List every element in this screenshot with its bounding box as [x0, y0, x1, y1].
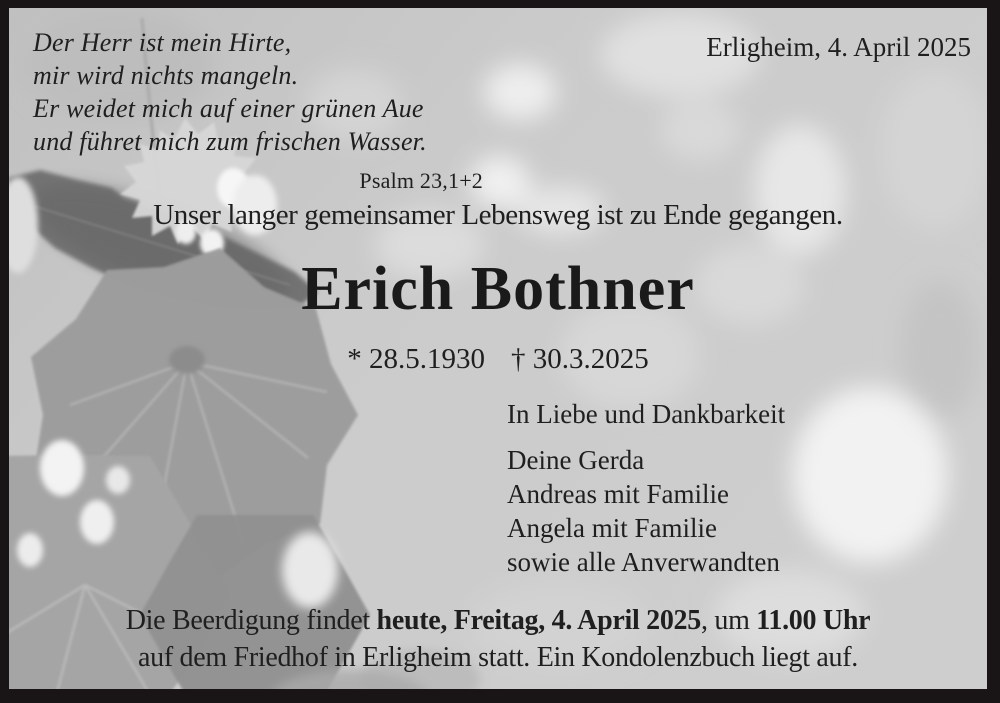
condolence-block: [507, 397, 785, 579]
mourner-line: Angela mit Familie: [507, 513, 717, 543]
psalm-line: mir wird nichts mangeln.: [33, 61, 299, 90]
psalm-source: Psalm 23,1+2: [359, 168, 483, 193]
deceased-name: Erich Bothner: [301, 255, 695, 323]
birth-date: * 28.5.1930: [347, 343, 485, 375]
funeral-date-bold: heute, Freitag, 4. April 2025: [376, 605, 701, 636]
mourner-line: Deine Gerda: [507, 445, 645, 475]
background-photo: [9, 8, 987, 689]
psalm-quote: [33, 26, 485, 197]
death-date: † 30.3.2025: [511, 343, 649, 375]
psalm-line: und führet mich zum frischen Wasser.: [33, 127, 427, 156]
funeral-text: Die Beerdigung findet: [125, 605, 377, 636]
condolence-heading: In Liebe und Dankbarkeit: [507, 399, 786, 429]
funeral-text: , um: [700, 605, 757, 636]
notice-text-layer: [9, 8, 987, 689]
place-dateline: Erligheim, 4. April 2025: [706, 32, 971, 62]
life-dates: [9, 343, 987, 376]
mourner-line: sowie alle Anverwandten: [507, 547, 780, 577]
psalm-line: Der Herr ist mein Hirte,: [33, 28, 292, 57]
intro-line: Unser langer gemeinsamer Lebensweg ist zu Ende gegangen.: [153, 199, 843, 231]
mourner-line: Andreas mit Familie: [507, 479, 729, 509]
funeral-time-bold: 11.00 Uhr: [756, 605, 871, 636]
funeral-line-1: [9, 602, 987, 639]
psalm-line: Er weidet mich auf einer grünen Aue: [33, 94, 424, 123]
funeral-line-2: auf dem Friedhof in Erligheim statt. Ein Kondolenzbuch liegt auf.: [138, 642, 858, 673]
funeral-notice: [9, 602, 987, 676]
